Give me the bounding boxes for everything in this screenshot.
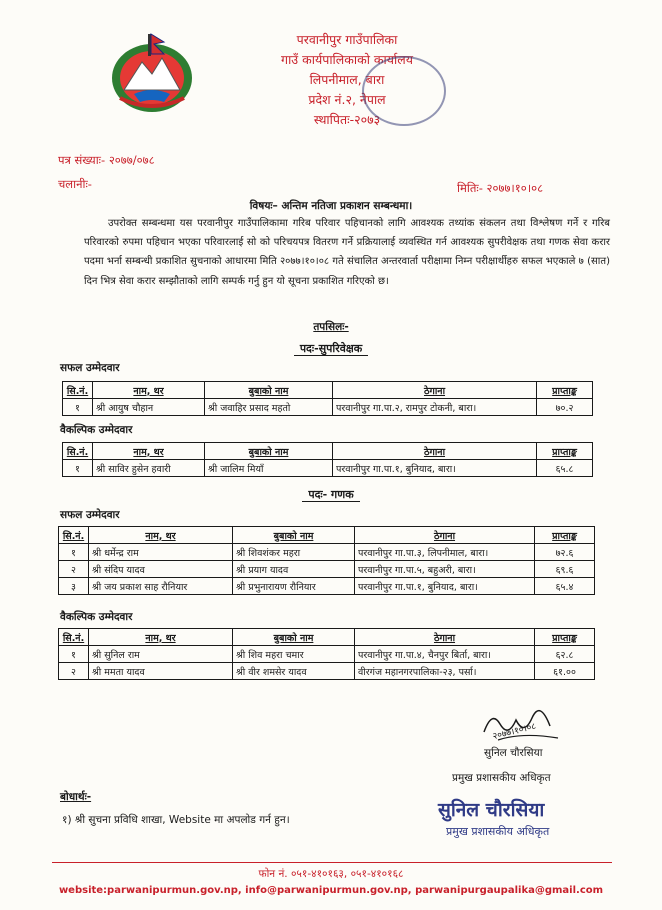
supervisor-success-label: सफल उम्मेदवार: [60, 362, 120, 374]
cell-sn: १: [63, 460, 93, 477]
cell-father: श्री प्रभुनारायण रौनियार: [233, 578, 355, 595]
col-sn: सि.नं.: [63, 382, 93, 399]
cell-address: परवानीपुर गा.पा.४, चैनपुर बिर्ता, बारा।: [355, 646, 535, 663]
cell-father: श्री शिवशंकर महरा: [233, 544, 355, 561]
cell-father: श्री जवाहिर प्रसाद महतो: [205, 399, 333, 416]
col-father: बुबाको नाम: [233, 527, 355, 544]
col-sn: सि.नं.: [59, 629, 89, 646]
cell-score: ७२.६: [535, 544, 595, 561]
signature-date: २०७७।१०।०८: [491, 721, 538, 743]
cell-sn: १: [59, 544, 89, 561]
details-heading: [0, 320, 662, 334]
letterhead-line: स्थापितः-२०७३: [313, 112, 381, 127]
post-title-supervisor: [0, 341, 662, 356]
table-header-row: [63, 382, 593, 399]
cell-score: ७०.२: [537, 399, 593, 416]
table-header-row: [59, 629, 595, 646]
cell-address: परवानीपुर गा.पा.३, लिपनीमाल, बारा।: [355, 544, 535, 561]
cell-name: श्री जय प्रकाश साह रौनियार: [89, 578, 233, 595]
cell-address: परवानीपुर गा.पा.१, बुनियाद, बारा।: [355, 578, 535, 595]
table-row: [59, 663, 595, 680]
cell-address: वीरगंज महानगरपालिका-२३, पर्सा।: [355, 663, 535, 680]
enumerator-success-table: [58, 526, 595, 595]
nepal-emblem-icon: [104, 32, 200, 116]
reference-number: पत्र संख्याः- २०७७/०७८: [58, 153, 155, 167]
col-address: ठेगाना: [355, 629, 535, 646]
details-heading-text: तपसिलः-: [313, 321, 349, 333]
col-score: प्राप्ताङ्क: [535, 629, 595, 646]
cc-label: बोधार्थः-: [60, 791, 92, 803]
cell-score: ६५.४: [535, 578, 595, 595]
col-father: बुबाको नाम: [233, 629, 355, 646]
cell-name: श्री संदिप यादव: [89, 561, 233, 578]
cell-address: परवानीपुर गा.पा.५, बहुअरी, बारा।: [355, 561, 535, 578]
table-row: [63, 399, 593, 416]
post-title-text: पदः- गणक: [302, 488, 359, 502]
col-name: नाम, थर: [93, 382, 205, 399]
cell-sn: २: [59, 663, 89, 680]
cell-father: श्री जालिम मियाँ: [205, 460, 333, 477]
enumerator-success-label: सफल उम्मेदवार: [60, 509, 120, 521]
cell-name: श्री ममता यादव: [89, 663, 233, 680]
col-score: प्राप्ताङ्क: [535, 527, 595, 544]
cell-name: श्री साविर हुसेन हवारी: [93, 460, 205, 477]
supervisor-alternate-label: वैकल्पिक उम्मेदवार: [60, 424, 133, 436]
cell-name: श्री सुनिल राम: [89, 646, 233, 663]
post-title-text: पदः-सुपरिवेक्षक: [294, 342, 368, 356]
table-row: [59, 561, 595, 578]
cell-father: श्री शिव महरा चमार: [233, 646, 355, 663]
subject-line: विषयः– अन्तिम नतिजा प्रकाशन सम्बन्धमा।: [249, 200, 413, 212]
table-row: [63, 460, 593, 477]
cell-score: ६२.८: [535, 646, 595, 663]
col-address: ठेगाना: [333, 443, 537, 460]
col-sn: सि.नं.: [63, 443, 93, 460]
cell-name: श्री आयुष चौहान: [93, 399, 205, 416]
body-paragraph: उपरोक्त सम्बन्धमा यस परवानीपुर गाउँपालिकामा गरिब परिवार पहिचानको लागि आवश्यक तथ्यांक संकलन तथा विश्लेषण गर्ने र गरिब परिवारको रुपमा पहिचान भएका परिवारलाई सो को परिचयपत्र वितरण गर्ने प्रक्रियालाई व्यवस्थित गर्न आवश्यक सुपरीवेक्षक तथा गणक सेवा करार पदमा भर्ना सम्बन्धी प्रकाशित सुचनाको आधारमा मिति २०७७।१०।०८ गते संचालित अन्तरवार्ता परीक्षामा निम्न परीक्षार्थीहरु सफल भएकाले ७ (सात) दिन भित्र सेवा करार सम्झौताको लागि सम्पर्क गर्नु हुन यो सूचना प्रकाशित गरिएको छ।: [84, 218, 610, 287]
letterhead-line: परवानीपुर गाउँपालिका: [296, 32, 398, 47]
cell-sn: १: [59, 646, 89, 663]
cell-father: श्री वीर शमसेर यादव: [233, 663, 355, 680]
table-row: [59, 544, 595, 561]
footer-divider: [52, 862, 612, 863]
cell-score: ६९.६: [535, 561, 595, 578]
footer-contact: website:parwanipurmun.gov.np, info@parwanipurmun.gov.np, parwanipurgaupalika@gmail.com: [58, 885, 604, 896]
table-row: [59, 646, 595, 663]
table-header-row: [59, 527, 595, 544]
stamp-name: सुनिल चौरसिया: [438, 799, 545, 821]
cell-sn: १: [63, 399, 93, 416]
col-score: प्राप्ताङ्क: [537, 443, 593, 460]
cell-father: श्री प्रयाग यादव: [233, 561, 355, 578]
table-row: [59, 578, 595, 595]
table-header-row: [63, 443, 593, 460]
col-name: नाम, थर: [89, 527, 233, 544]
cell-score: ६५.८: [537, 460, 593, 477]
letterhead-line: लिपनीमाल, बारा: [309, 72, 385, 87]
stamp-title: प्रमुख प्रशासकीय अधिकृत: [446, 825, 550, 838]
col-address: ठेगाना: [355, 527, 535, 544]
letterhead-line: प्रदेश नं.२, नेपाल: [308, 92, 386, 107]
col-address: ठेगाना: [333, 382, 537, 399]
col-name: नाम, थर: [93, 443, 205, 460]
signer-title: प्रमुख प्रशासकीय अधिकृत: [452, 772, 551, 784]
col-sn: सि.नं.: [59, 527, 89, 544]
cell-sn: २: [59, 561, 89, 578]
col-father: बुबाको नाम: [205, 382, 333, 399]
col-father: बुबाको नाम: [205, 443, 333, 460]
col-name: नाम, थर: [89, 629, 233, 646]
post-title-enumerator: [0, 487, 662, 502]
supervisor-alternate-table: [62, 442, 593, 477]
col-score: प्राप्ताङ्क: [537, 382, 593, 399]
cell-name: श्री धर्मेन्द्र राम: [89, 544, 233, 561]
dispatch-number: चलानीः-: [58, 177, 92, 191]
enumerator-alternate-label: वैकल्पिक उम्मेदवार: [60, 611, 133, 623]
cell-score: ६१.००: [535, 663, 595, 680]
letterhead-line: गाउँ कार्यपालिकाको कार्यालय: [281, 52, 413, 67]
enumerator-alternate-table: [58, 628, 595, 680]
office-seal: [362, 56, 446, 126]
cell-address: परवानीपुर गा.पा.१, बुनियाद, बारा।: [333, 460, 537, 477]
cell-address: परवानीपुर गा.पा.२, रामपुर टोकनी, बारा।: [333, 399, 537, 416]
cell-sn: ३: [59, 578, 89, 595]
footer-phone: फोन नं. ०५१-४१०१६३, ०५१-४१०१६८: [258, 868, 404, 880]
cc-item: १) श्री सुचना प्रविधि शाखा, Website मा अपलोड गर्न हुन।: [62, 814, 290, 826]
letter-date: मितिः- २०७७।१०।०८: [457, 181, 544, 195]
supervisor-success-table: [62, 381, 593, 416]
signer-name: सुनिल चौरसिया: [484, 747, 543, 759]
